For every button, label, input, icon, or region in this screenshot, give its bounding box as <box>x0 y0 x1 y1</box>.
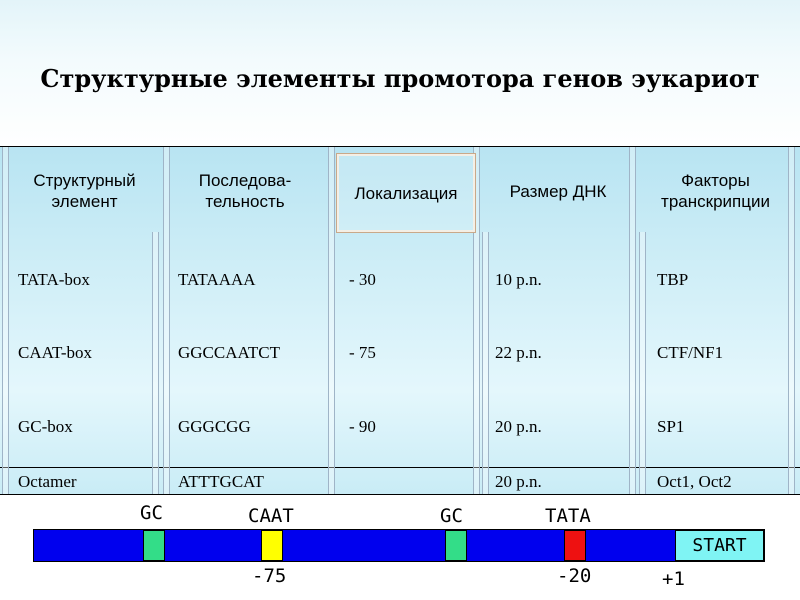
table-top-border <box>0 146 800 147</box>
cell-dna-size: 20 p.n. <box>495 417 542 436</box>
column-separator <box>152 232 159 494</box>
column-separator <box>629 147 636 494</box>
header-structural-element: Структурный элемент <box>33 171 136 211</box>
column-separator <box>328 147 335 494</box>
caat-box-marker <box>261 530 283 561</box>
cell-dna-size: 22 p.n. <box>495 343 542 362</box>
cell-factor: CTF/NF1 <box>657 343 724 362</box>
cell-factor: SP1 <box>657 417 685 436</box>
cell-element: Octamer <box>18 472 77 491</box>
cell-dna-size: 10 p.n. <box>495 270 542 289</box>
cell-sequence: GGGCGG <box>178 417 251 436</box>
tata-label: TATA <box>545 505 591 527</box>
cell-sequence: TATAAAA <box>178 270 256 289</box>
row-divider <box>0 467 800 468</box>
cell-element: CAAT-box <box>18 343 92 362</box>
cell-element: GC-box <box>18 417 73 436</box>
caat-label: CAAT <box>248 505 294 527</box>
position-start-label: +1 <box>662 568 685 590</box>
tata-box-marker <box>564 530 586 561</box>
cell-dna-size: 20 p.n. <box>495 472 542 491</box>
gc-box-marker <box>445 530 467 561</box>
gc-box-marker <box>143 530 165 561</box>
start-marker: START <box>675 530 764 561</box>
column-separator <box>2 147 9 494</box>
cell-factor: Oct1, Oct2 <box>657 472 732 491</box>
header-dna-size: Размер ДНК <box>509 181 607 201</box>
header-transcription-factors: Факторы транскрипции <box>661 171 770 211</box>
cell-factor: TBP <box>657 270 689 289</box>
column-separator <box>788 147 795 494</box>
cell-location: - 75 <box>349 343 376 362</box>
gc-label: GC <box>440 505 463 527</box>
table-bottom-border <box>0 494 800 495</box>
slide-title: Структурные элементы промотора генов эукариот <box>40 64 760 93</box>
column-separator <box>163 147 170 494</box>
column-separator <box>482 232 489 494</box>
cell-location: - 30 <box>349 270 376 289</box>
header-sequence: Последова-тельность <box>198 171 292 211</box>
cell-sequence: ATTTGCAT <box>178 472 264 491</box>
position-tata-label: -20 <box>557 565 592 587</box>
header-location: Локализация <box>336 153 476 233</box>
promoter-diagram <box>30 499 772 600</box>
gc-label: GC <box>140 502 163 524</box>
cell-element: TATA-box <box>18 270 90 289</box>
column-separator <box>639 232 646 494</box>
cell-sequence: GGCCAATCT <box>178 343 281 362</box>
cell-location: - 90 <box>349 417 376 436</box>
position-caat-label: -75 <box>252 565 287 587</box>
